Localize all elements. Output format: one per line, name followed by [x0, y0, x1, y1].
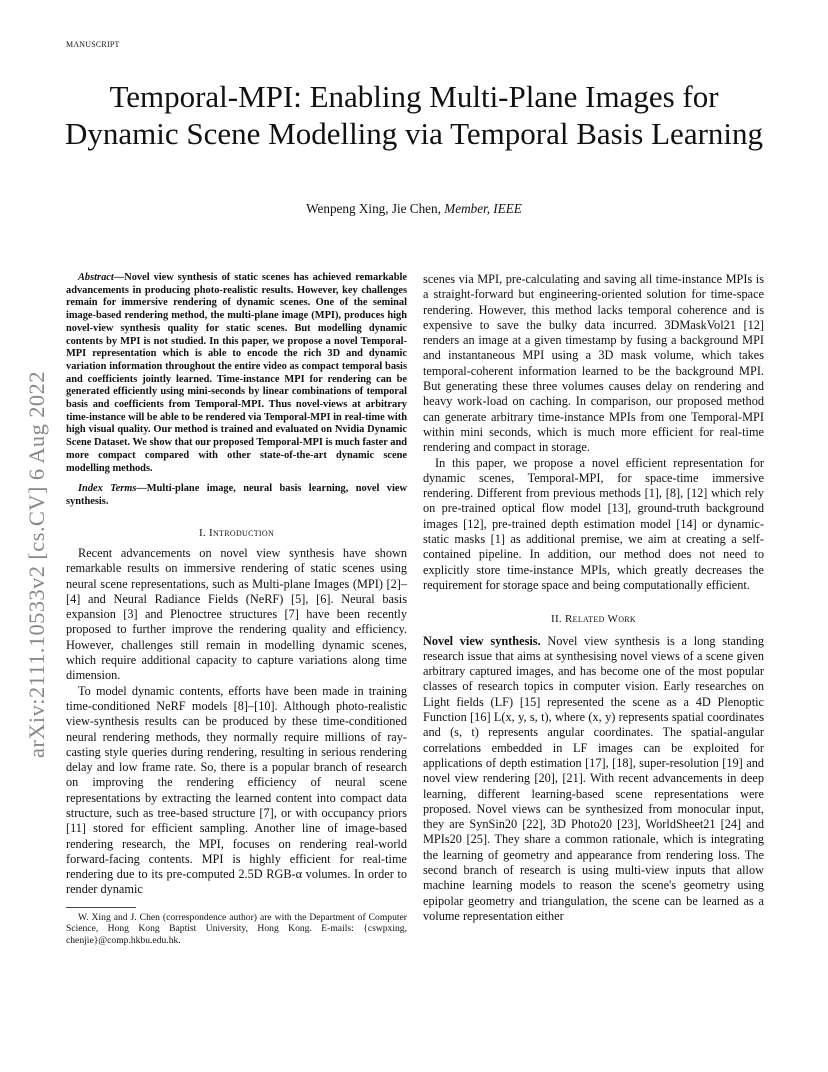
related-work-label: Novel view synthesis. [423, 633, 541, 648]
author-names: Wenpeng Xing, Jie Chen, [306, 201, 445, 216]
intro-paragraph-1: Recent advancements on novel view synthesis have shown remarkable results on immersive rendering of static scenes using neural scene representations, such as Multi-plane Images (MPI) [2]–[4] and Neural Radiance Fields (NeRF) [5], [6]. Neural basis expansion [3] and Plenoctree structures [7] have been recently proposed to further improve the rendering quality and efficiency. However, challenges still remain in modelling dynamic scenes, which require additional capacity to capture variations along time dimension. [66, 545, 407, 683]
abstract-text: —Novel view synthesis of static scenes has achieved remarkable advancements in producing photo-realistic results. However, key challenges remain for immersive rendering of dynamic scenes. One of the seminal image-based rendering method, the multi-plane image (MPI), produces high novel-view synthesis quality for static scenes. But modelling dynamic contents by MPI is not studied. In this paper, we propose a novel Temporal-MPI representation which is able to encode the rich 3D and dynamic variation information throughout the entire video as compact temporal basis and coefficients jointly learned. Time-instance MPI for rendering can be generated efficiently using mini-seconds by linear combinations of temporal basis and coefficients from Temporal-MPI. Thus novel-views at arbitrary time-instance will be able to be rendered via Temporal-MPI in real-time with high visual quality. Our method is trained and evaluated on Nvidia Dynamic Scene Dataset. We show that our proposed Temporal-MPI is much faster and more compact compared with other state-of-the-art dynamic scene modelling methods. [66, 272, 407, 474]
intro-paragraph-2: To model dynamic contents, efforts have been made in training time-conditioned NeRF models [8]–[10]. Although photo-realistic view-synthesis results can be produced by these time-conditioned neural rendering methods, they normally require millions of ray-casting style queries during rendering, resulting in serious rendering delay and low frame rate. So, there is a popular branch of research on improving the rendering efficiency of neural scene representations by extracting the learned content into compact data structure, such as tree-based structure [7], or with occupancy priors [11] stored for efficient sampling. Another line of image-based rendering research, the MPI, focuses on rendering real-world forward-facing contents. MPI is highly efficient for real-time rendering due to its pre-computed 2.5D RGB-α volumes. In order to render dynamic [66, 683, 407, 897]
arxiv-id: arXiv:2111.10533v2 [cs.CV] 6 Aug 2022 [24, 371, 49, 758]
arxiv-stamp [20, 288, 50, 758]
section-heading-introduction: I. Introduction [198, 526, 275, 539]
left-column [66, 272, 407, 947]
index-terms-text: —Multi-plane image, neural basis learning, novel view synthesis. [66, 483, 407, 507]
right-column [423, 272, 764, 924]
related-work-paragraph [423, 634, 764, 925]
author-affiliation: Member, IEEE [444, 201, 522, 216]
index-terms [66, 483, 407, 508]
section-heading-related-work: II. Related Work [550, 613, 636, 626]
abstract [66, 272, 407, 475]
intro-paragraph-4: In this paper, we propose a novel efficient representation for dynamic scenes, Temporal-MPI, for space-time immersive rendering. Different from previous methods [1], [8], [12] which rely on pre-trained optical flow model [13], ground-truth background images [12], pre-trained depth estimation model [14] or dynamic-static masks [1] as additional premise, we aim at creating a self-contained pipeline. In addition, our method does not need to explicitly store time-instance MPIs, which greatly decreases the requirement for storage space and being computationally efficient. [423, 455, 764, 592]
related-work-text: Novel view synthesis is a long standing research issue that aims at synthesising novel views of a scene given arbitrary captured images, and has become one of the most popular classes of research topics in computer vision. Early researches on Light fields (LF) [15] represented the scene as a 4D Plenoptic Function [16] L(x, y, s, t), where (x, y) represents spatial coordinates and (s, t) represents angular coordinates. The spatial-angular correlations embedded in LF images can be exploited for applications of depth estimation [17], [18], super-resolution [19] and novel view rendering [20], [21]. With recent advancements in deep learning, different learning-based scene representations were proposed. Novel views can be synthesized from monocular input, they are SynSin20 [22], 3D Photo20 [23], WorldSheet21 [24] and MPIs20 [25]. They share a common rationale, which is integrating the learning of geometry and appearance from rendering loss. The second branch of research is using multi-view inputs that allow machine learning models to reason the scene's geometry using epipolar geometry and triangulation, the scene can be learned as a volume representation either [423, 633, 764, 923]
abstract-label: Abstract [78, 272, 114, 283]
intro-paragraph-3: scenes via MPI, pre-calculating and saving all time-instance MPIs is a straight-forward but engineering-oriented solution for time-space rendering. However, this method lacks temporal coherence and is expensive to save the bulky data incurred. 3DMaskVol21 [12] renders an image at a given timestamp by fusing a background MPI and instantaneous MPI using a 3D mask volume, which takes temporal-coherent information learned to be the background MPI. But generating these three volumes causes delay on rendering and heavy work-load on caching. In comparison, our proposed method can generate arbitrary time-instance MPIs from one Temporal-MPI within mini seconds, which is much more efficient for real-time rendering and compact in storage. [423, 272, 764, 455]
footnote: W. Xing and J. Chen (correspondence author) are with the Department of Computer Science, Hong Kong Baptist University, Hong Kong. E-mails: {cswpxing, chenjie}@comp.hkbu.edu.hk. [66, 911, 407, 946]
running-header: MANUSCRIPT [66, 40, 120, 49]
paper-title: Temporal-MPI: Enabling Multi-Plane Images for Dynamic Scene Modelling via Temporal Basis Learning [64, 79, 764, 151]
author-line [60, 201, 768, 217]
index-terms-label: Index Terms [78, 483, 137, 495]
